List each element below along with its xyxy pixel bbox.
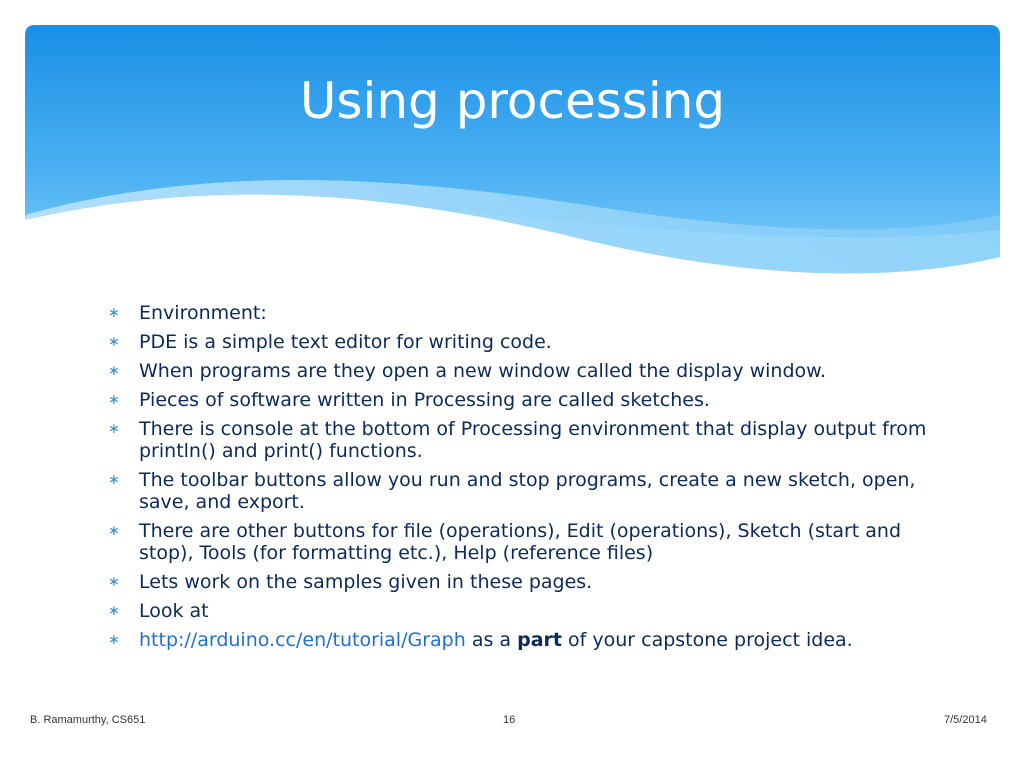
bullet-text: There are other buttons for file (operations), Edit (operations), Sketch (start and stop), Tools (for formatting etc.), Help (reference files) [139,520,902,564]
bullet-text: The toolbar buttons allow you run and stop programs, create a new sketch, open, save, and export. [139,469,916,513]
list-item [108,302,928,324]
list-item-link [108,629,928,651]
list-item [108,520,928,564]
bullet-text: PDE is a simple text editor for writing code. [139,331,552,353]
footer-page-number: 16 [503,714,516,726]
bullet-asterisk-icon: ∗ [108,523,120,539]
bullet-asterisk-icon: ∗ [108,363,120,379]
graph-tutorial-link[interactable]: http://arduino.cc/en/tutorial/Graph [139,629,466,651]
bullet-asterisk-icon: ∗ [108,472,120,488]
list-item [108,571,928,593]
bullet-text: There is console at the bottom of Processing environment that display output from println() and print() functions. [139,418,927,462]
banner-wave-graphic [25,25,1000,287]
bullet-text: Pieces of software written in Processing are called sketches. [139,389,710,411]
bullet-asterisk-icon: ∗ [108,392,120,408]
bullet-asterisk-icon: ∗ [108,305,120,321]
bullet-bold-word: part [517,629,562,651]
bullet-text-part1: as a [465,629,518,651]
bullet-text: Look at [139,600,209,622]
bullet-text-part2: of your capstone project idea. [561,629,853,651]
footer-author: B. Ramamurthy, CS651 [30,714,146,726]
list-item [108,418,928,462]
list-item [108,389,928,411]
list-item [108,600,928,622]
slide-title: Using processing [299,72,726,130]
bullet-text: When programs are they open a new window called the display window. [139,360,826,382]
footer-date: 7/5/2014 [944,714,987,726]
bullet-asterisk-icon: ∗ [108,334,120,350]
bullet-list [108,302,928,658]
bullet-asterisk-icon: ∗ [108,603,120,619]
title-banner [25,25,1000,287]
list-item [108,360,928,382]
list-item [108,331,928,353]
bullet-asterisk-icon: ∗ [108,632,120,648]
bullet-text: Lets work on the samples given in these pages. [139,571,593,593]
bullet-text: Environment: [139,302,267,324]
list-item [108,469,928,513]
bullet-asterisk-icon: ∗ [108,421,120,437]
bullet-asterisk-icon: ∗ [108,574,120,590]
